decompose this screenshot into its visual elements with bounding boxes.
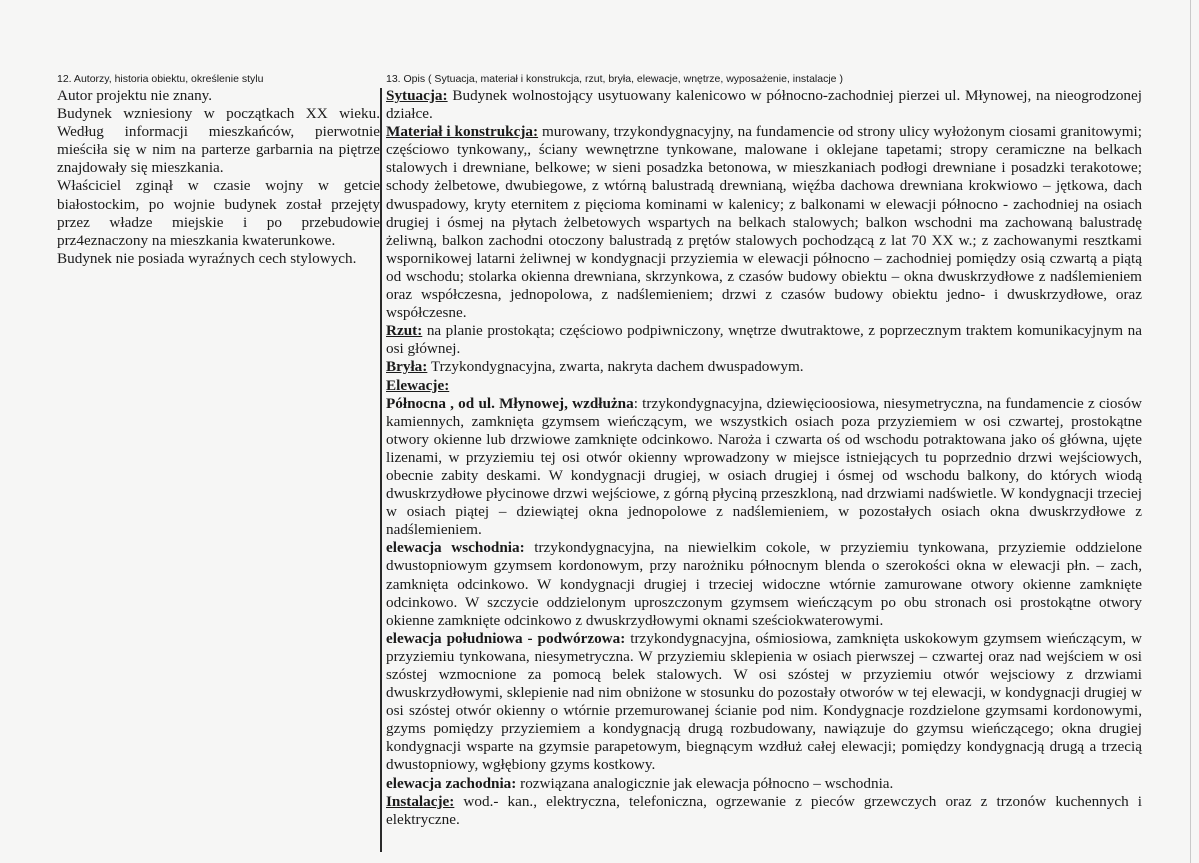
zachodnia-label: elewacja zachodnia: — [386, 774, 517, 792]
poludniowa-text: trzykondygnacyjna, ośmiosiowa, zamknięta uskokowym gzymsem wieńczącym, w przyziemiu tynkowana, niesymetryczna. W przyziemiu sklepienia w osiach pierwszej – czwartej oraz nad wejściem w osi szóstej wzmocnione za pomocą belek stalowych. W osi szóstej w przyziemiu otwór wejsciowy z drzwiami dwuskrzydłowymi, sklepienie nad nim obniżone w stosunku do pozostały otworów w tej elewacji, w kondygnacji drugiej w osi szóstej otwór okienny o wtórnie przemurowanej ścianie pod nim. Kondygnacje rozdzielone gzymsami kordonowymi, gzyms pomiędzy przyziemiem a kondygnacją drugą rozbudowany, nawiązuje do gzymsu wieńczącego; okna drugiej kondygnacji wsparte na gzymsie parapetowym, biegnącym wzdłuż całej elewacji; pomiędzy kondygnacją drugą a trzecią dwustopniowy, wgłębiony gzyms kostkowy. — [386, 629, 1142, 774]
material-label: Materiał i konstrukcja: — [386, 123, 539, 141]
zachodnia-text: rozwiązana analogicznie jak elewacja północno – wschodnia. — [516, 774, 894, 792]
paragraph: Właściciel zginął w czasie wojny w getcie białostockim, po wojnie budynek został przejęty przez władze miejskie i po przebudowie prz4eznaczony na mieszkania kwaterunkowe. — [57, 177, 380, 249]
sytuacja-text: Budynek wolnostojący usytuowany kalenicowo w północno-zachodniej pierzei ul. Młynowej, na nieogrodzonej działce. — [386, 87, 1142, 123]
sytuacja-label: Sytuacja: — [386, 87, 448, 104]
material-paragraph — [386, 123, 1142, 322]
sytuacja-paragraph — [386, 87, 1142, 123]
material-text: murowany, trzykondygnacyjny, na fundamencie od strony ulicy wyłożonym ciosami granitowymi; częściowo tynkowany,, ściany wewnętrzne tynkowane, malowane i oklejane tapetami; stropy ceramiczne na belkach stalowych i drewniane, belkowe; w sieni posadzka betonowa, w mieszkaniach podłogi drewniane i posadzki terakotowe; schody żelbetowe, dwubiegowe, z wtórną balustradą drewnianą, więźba dachowa drewniana krokwiowo – jętkowa, dach dwuspadowy, kryty eternitem z pięcioma kominami w kalenicy; z balkonami w elewacji północno - zachodniej na osiach drugiej i ósmej na płytach żelbetowych wspartych na belkach stalowych; balkon wschodni ma zachowaną balustradę żeliwną, balkon zachodni otoczony balustradą z prętów stalowych pochodzącą z lat 70 XX w.; z zachowanymi resztkami wspornikowej latarni żeliwnej w kondygnacji przyziemia w elewacji północno – zachodniej pomiędzy osią czwartą a piątą od wschodu; stolarka okienna drewniana, skrzynkowa, z czasów budowy obiektu – okna dwuskrzydłowe z nadślemieniem oraz współczesna, jednopolowa, z nadślemieniem; drzwi z czasów budowy obiektu jedno- i dwuskrzydłowe, oraz współczesne. — [386, 123, 1142, 322]
elewacje-label: Elewacje: — [386, 376, 450, 394]
column-divider — [380, 88, 382, 852]
scan-edge — [1190, 0, 1191, 863]
zachodnia-paragraph — [386, 775, 1142, 793]
wschodnia-paragraph — [386, 539, 1142, 629]
poludniowa-label: elewacja południowa - podwórzowa: — [386, 629, 626, 647]
description-section — [386, 72, 1142, 829]
bryla-text: Trzykondygnacyjna, zwarta, nakryta dachem dwuspadowym. — [427, 358, 804, 376]
paragraph: Budynek wzniesiony w początkach XX wieku. Według informacji mieszkańców, pierwotnie mieściła się w nim na parterze garbarnia na piętrze znajdowały się mieszkania. — [57, 105, 380, 177]
rzut-paragraph — [386, 322, 1142, 358]
bryla-paragraph — [386, 358, 1142, 376]
polnocna-paragraph — [386, 395, 1142, 540]
instalacje-paragraph — [386, 793, 1142, 829]
authors-history-section — [57, 72, 380, 268]
section-12-heading: 12. Autorzy, historia obiektu, określenie stylu — [57, 73, 264, 85]
section-13-heading: 13. Opis ( Sytuacja, materiał i konstrukcja, rzut, bryła, elewacje, wnętrze, wyposażenie, instalacje ) — [386, 73, 843, 85]
rzut-text: na planie prostokąta; częściowo podpiwniczony, wnętrze dwutraktowe, z poprzecznym traktem komunikacyjnym na osi głównej. — [386, 322, 1142, 358]
poludniowa-paragraph — [386, 630, 1142, 775]
wschodnia-text: trzykondygnacyjna, na niewielkim cokole, w przyziemiu tynkowana, przyziemie oddzielone dwustopniowym gzymsem kordonowym, przy narożniku północnym blenda o szerokości okna w elewacji płn. – zach, zamknięta odcinkowo. W kondygnacji drugiej i trzeciej widoczne wtórnie zamurowane otwory okienne zamknięte odcinkowo. W szczycie oddzielonym uproszczonym gzymsem wieńczącym po obu stronach osi prostokątne otwory okienne zamknięte odcinkowo z dwuskrzydłowymi oknami sześciokwaterowymi. — [386, 539, 1142, 629]
bryla-label: Bryła: — [386, 358, 428, 376]
instalacje-label: Instalacje: — [386, 792, 455, 810]
rzut-label: Rzut: — [386, 322, 423, 340]
polnocna-text: : trzykondygnacyjna, dziewięcioosiowa, niesymetryczna, na fundamencie z ciosów kamiennych, zamknięta gzymsem wieńczącym, we wszystkich osiach poza przyziemiem w osi czwartej, prostokątne otwory okienne lub drzwiowe zamknięte odcinkowo. Naroża i czwarta oś od wschodu potraktowana jako oś główna, ujęte lizenami, w przyziemiu tej osi otwór okienny wprowadzony w miejsce istniejących tu poprzednio drzwi wejściowych, obecnie zabity deskami. W kondygnacji drugiej, w osiach drugiej i ósmej od wschodu balkony, do których wiodą dwuskrzydłowe płycinowe drzwi wejściowe, z górną płyciną przeszkloną, nad drzwiami nadświetle. W kondygnacji trzeciej w osiach piątej – dziewiątej okna jednopolowe z nadślemieniem, w pozostałych osiach okna dwuskrzydłowe z nadślemieniem. — [386, 394, 1142, 539]
wschodnia-label: elewacja wschodnia: — [386, 539, 525, 557]
paragraph: Budynek nie posiada wyraźnych cech stylowych. — [57, 249, 357, 267]
elewacje-heading — [386, 377, 1142, 395]
polnocna-label: Północna , od ul. Młynowej, wzdłużna — [386, 394, 634, 412]
paragraph: Autor projektu nie znany. — [57, 87, 213, 104]
instalacje-text: wod.- kan., elektryczna, telefoniczna, ogrzewanie z pieców grzewczych oraz z trzonów kuchennych i elektryczne. — [386, 792, 1142, 828]
